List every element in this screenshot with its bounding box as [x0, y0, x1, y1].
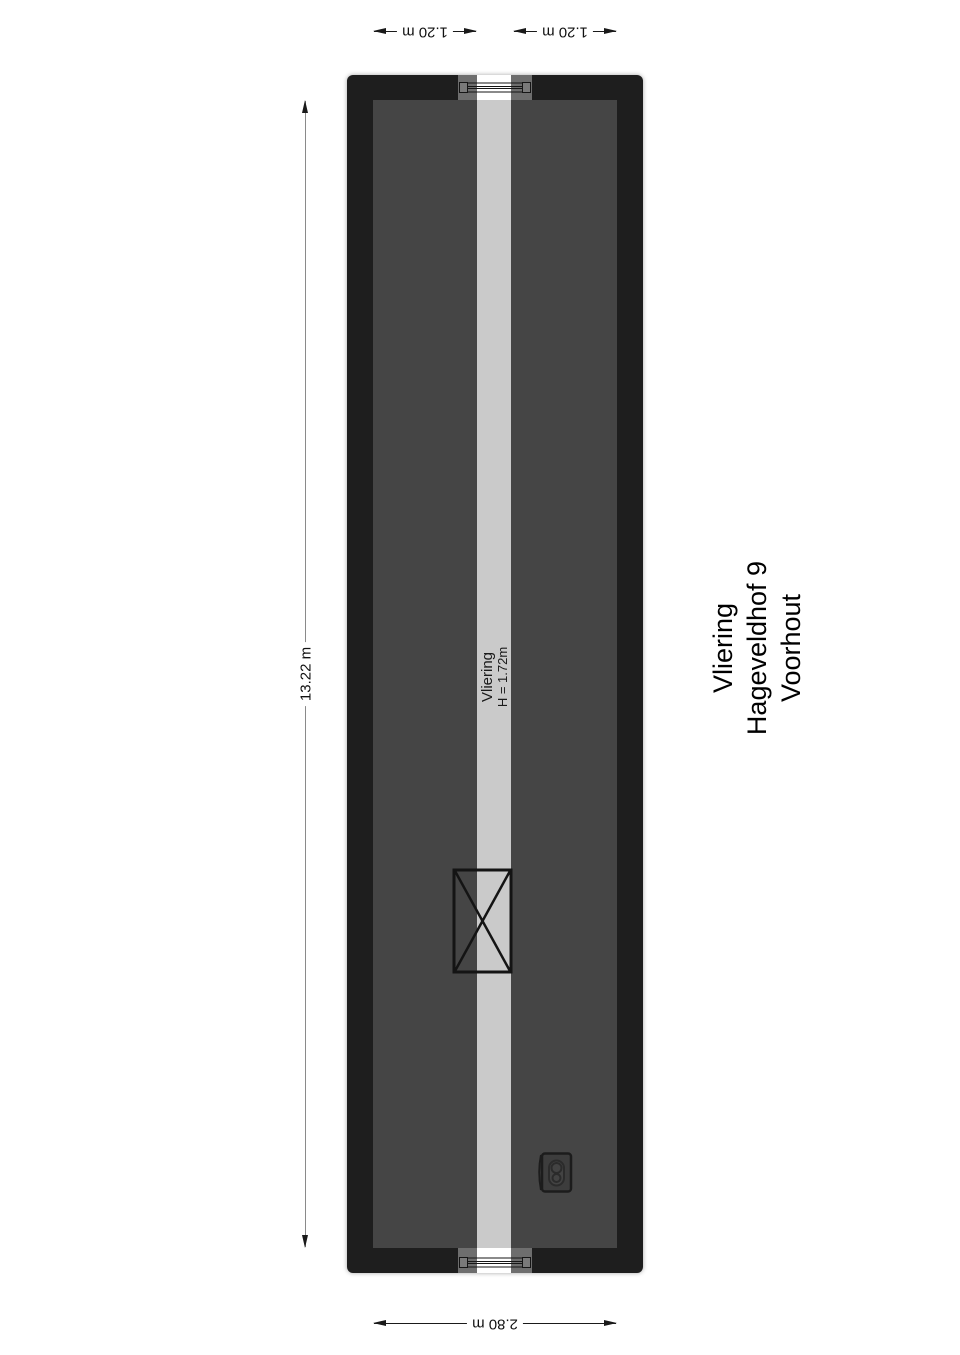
- dimension-label: 2.80 m: [467, 1315, 523, 1332]
- arrow-left-icon: [513, 28, 526, 34]
- dimension-bottom: [373, 1317, 617, 1330]
- dimension-top-right: [513, 25, 617, 38]
- boiler-icon: [536, 1151, 573, 1194]
- window-bottom-icon: [459, 1257, 531, 1268]
- room-height-note: H = 1.72m: [495, 646, 510, 708]
- arrow-up-icon: [302, 100, 308, 113]
- hatch-opening-icon: [452, 868, 513, 974]
- dimension-top-left: [373, 25, 477, 38]
- plan-title-line2: Hageveldhof 9: [742, 560, 772, 736]
- dimension-label: 13.22 m: [297, 642, 314, 706]
- room-name: Vliering: [479, 651, 496, 703]
- arrow-down-icon: [302, 1235, 308, 1248]
- arrow-left-icon: [373, 1320, 386, 1326]
- window-top-icon: [459, 82, 531, 93]
- arrow-right-icon: [464, 28, 477, 34]
- dimension-label: 1.20 m: [537, 23, 593, 40]
- arrow-left-icon: [373, 28, 386, 34]
- plan-title-line1: Vliering: [708, 602, 738, 694]
- arrow-right-icon: [604, 28, 617, 34]
- dimension-left: [299, 100, 312, 1248]
- plan-title-line3: Voorhout: [776, 593, 806, 703]
- dimension-label: 1.20 m: [397, 23, 453, 40]
- arrow-right-icon: [604, 1320, 617, 1326]
